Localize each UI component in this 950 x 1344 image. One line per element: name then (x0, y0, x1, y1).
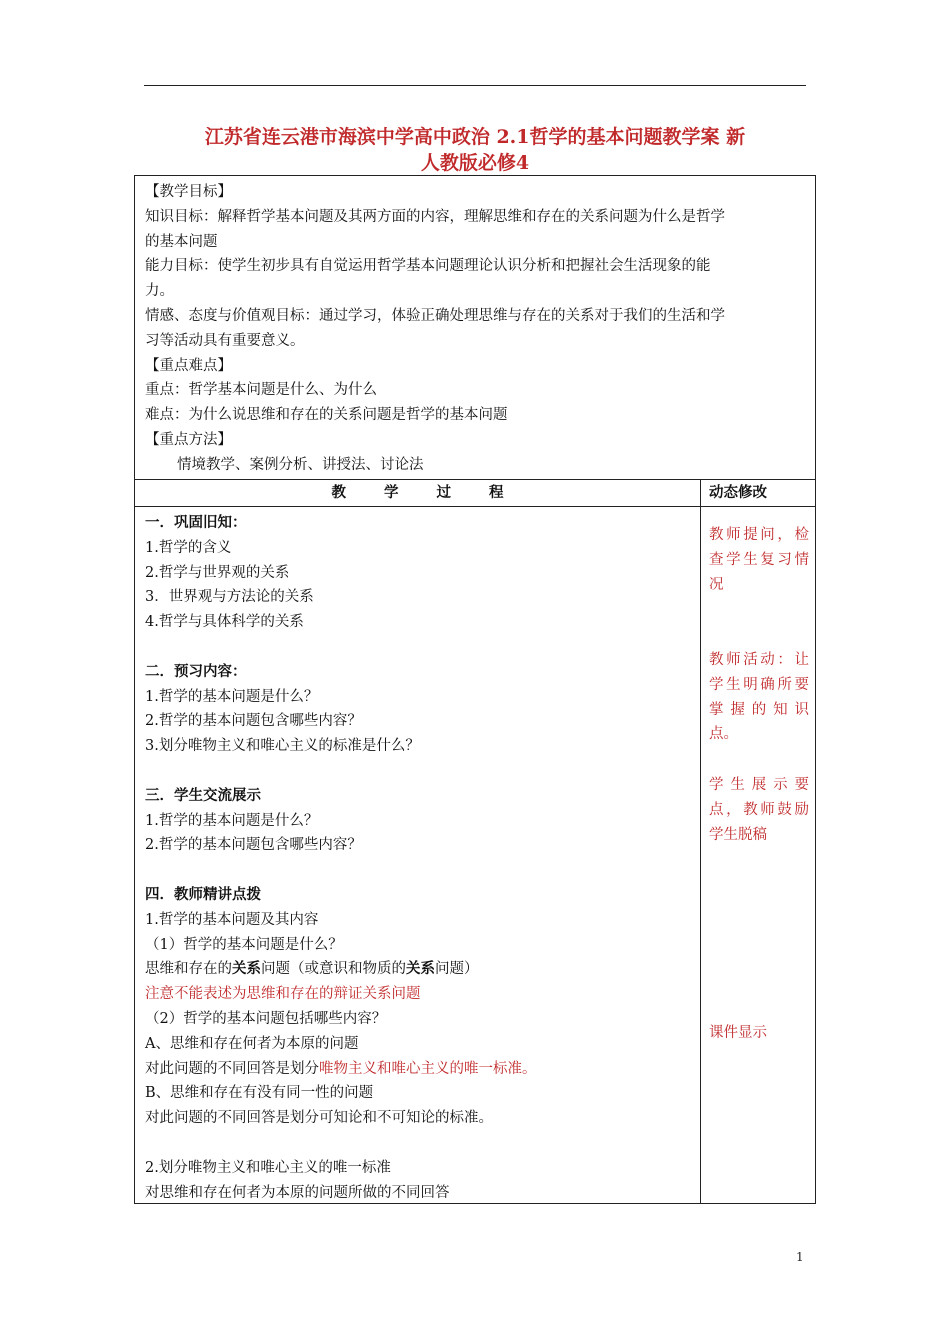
process-body-row (134, 506, 816, 1204)
section-2-item: 3.划分唯物主义和唯心主义的标准是什么？ (145, 738, 420, 755)
knowledge-goal-line-2: 的基本问题 (145, 233, 218, 250)
key-point: 重点：哲学基本问题是什么、为什么 (145, 382, 377, 399)
revision-note-2: 教师活动：让学生明确所要掌握的知识点。 (709, 652, 809, 743)
ability-goal-line-2: 力。 (145, 283, 174, 300)
section-2-heading: 二．预习内容： (145, 662, 247, 680)
knowledge-goal-line-1: 知识目标：解释哲学基本问题及其两方面的内容，理解思维和存在的关系问题为什么是哲学 (145, 208, 725, 225)
section-3-item: 1.哲学的基本问题是什么？ (145, 812, 319, 829)
objectives-cell (134, 175, 816, 480)
section-3-item: 2.哲学的基本问题包含哪些内容？ (145, 837, 362, 854)
header-rule (144, 85, 806, 86)
section-4-point-a: A、思维和存在何者为本原的问题 (145, 1035, 359, 1052)
title-line-1: 江苏省连云港市海滨中学高中政治 2.1哲学的基本问题教学案 新 (204, 126, 746, 148)
dynamic-revision-header: 动态修改 (700, 480, 815, 506)
section-1-item: 2.哲学与世界观的关系 (145, 564, 290, 581)
revision-note-1: 教师提问，检查学生复习情况 (709, 527, 809, 593)
revision-note-3: 学生展示要点，教师鼓励学生脱稿 (709, 777, 809, 843)
emotion-goal-line-1: 情感、态度与价值观目标：通过学习，体验正确处理思维与存在的关系对于我们的生活和学 (145, 307, 725, 324)
section-3-heading: 三．学生交流展示 (145, 786, 261, 804)
section-4-question-2: （2）哲学的基本问题包括哪些内容？ (145, 1010, 387, 1027)
process-content-cell (135, 507, 700, 1203)
section-4-question-1: （1）哲学的基本问题是什么？ (145, 936, 343, 953)
section-2-item: 1.哲学的基本问题是什么？ (145, 688, 319, 705)
document-title (134, 124, 816, 176)
key-heading: 【重点难点】 (145, 357, 232, 374)
section-4-point-b: B、思维和存在有没有同一性的问题 (145, 1085, 374, 1102)
section-4-item-2-answer: 对思维和存在何者为本原的问题所做的不同回答 (145, 1184, 450, 1201)
process-header-title: 教学过程 (331, 484, 542, 501)
section-1-item: 3．世界观与方法论的关系 (145, 589, 314, 606)
goals-heading: 【教学目标】 (145, 184, 232, 200)
section-4-item-1: 1.哲学的基本问题及其内容 (145, 911, 319, 928)
section-4-point-b-answer: 对此问题的不同回答是划分可知论和不可知论的标准。 (145, 1110, 493, 1127)
section-4-warning: 注意不能表述为思维和存在的辩证关系问题 (145, 986, 421, 1003)
revision-note-4: 课件显示 (709, 1025, 767, 1041)
page-number: 1 (796, 1250, 804, 1264)
difficulty-point: 难点：为什么说思维和存在的关系问题是哲学的基本问题 (145, 407, 508, 424)
section-1-heading: 一．巩固旧知： (145, 514, 247, 531)
dynamic-revision-cell (700, 507, 815, 1203)
methods-list: 情境教学、案例分析、讲授法、讨论法 (177, 456, 424, 473)
ability-goal-line-1: 能力目标：使学生初步具有自觉运用哲学基本问题理论认识分析和把握社会生活现象的能 (145, 258, 711, 275)
section-2-item: 2.哲学的基本问题包含哪些内容？ (145, 713, 362, 730)
method-heading: 【重点方法】 (145, 431, 232, 448)
section-4-item-2: 2.划分唯物主义和唯心主义的唯一标准 (145, 1159, 391, 1176)
title-line-2: 人教版必修4 (420, 152, 530, 174)
emotion-goal-line-2: 习等活动具有重要意义。 (145, 332, 305, 349)
section-1-item: 1.哲学的含义 (145, 539, 232, 556)
section-1-item: 4.哲学与具体科学的关系 (145, 614, 304, 631)
section-4-point-a-answer: 对此问题的不同回答是划分唯物主义和唯心主义的唯一标准。 (145, 1060, 537, 1077)
section-4-heading: 四．教师精讲点拨 (145, 885, 261, 903)
section-4-answer-1: 思维和存在的关系问题（或意识和物质的关系问题） (145, 960, 479, 978)
process-header-row (134, 479, 816, 507)
